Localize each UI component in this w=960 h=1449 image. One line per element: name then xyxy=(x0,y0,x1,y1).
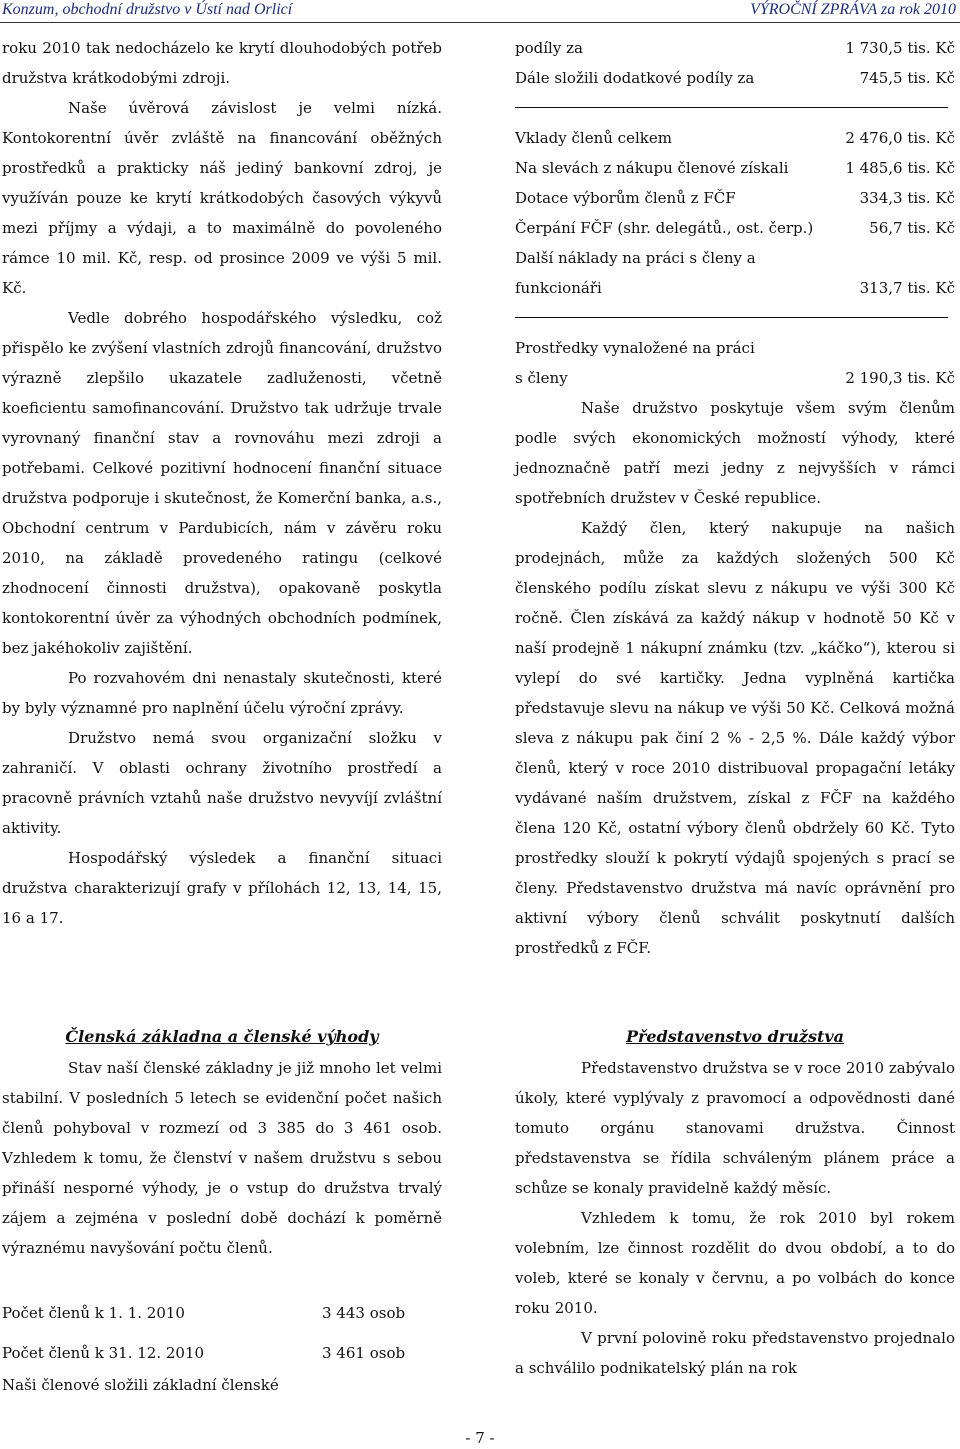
paragraph-benefits: Naše družstvo poskytuje všem svým členům podle svých ekonomických možností výhody, které jednoznačně patří mezi jedny z nejvyšších v rámci spotřebních družstev v České republice. xyxy=(515,399,955,507)
members-heading: Členská základna a členské výhody xyxy=(65,1027,379,1046)
member-count-value: 3 461 osob xyxy=(322,1344,406,1362)
paragraph-members: Stav naší členské základny je již mnoho let velmi stabilní. V posledních 5 letech se evidenční počet našich členů pohyboval v rozmezí od 3 385 do 3 461 osob. Vzhledem k tomu, že členství v našem družstvu s sebou přináší nesporné výhody, je o vstup do družstva trvalý zájem a zejména v poslední době dochází k poměrně výraznému navyšování počtu členů. xyxy=(2,1059,442,1257)
stat-row xyxy=(515,243,955,273)
stat-label: Čerpání FČF (shr. delegátů., ost. čerp.) xyxy=(515,219,814,237)
stat-value: 334,3 tis. Kč xyxy=(859,189,955,207)
members-section xyxy=(2,1021,442,1397)
stat-row xyxy=(515,123,955,153)
paragraph-funding: roku 2010 tak nedocházelo ke krytí dlouhodobých potřeb družstva krátkodobými zdroji. xyxy=(2,39,442,87)
left-column-top xyxy=(2,33,442,933)
spacer xyxy=(2,1263,442,1293)
paragraph-branch: Družstvo nemá svou organizační složku v zahraničí. V oblasti ochrany životního prostředí a pracovně právních vztahů naše družstvo nevyvíjí zvláštní aktivity. xyxy=(2,729,442,837)
stat-label: podíly za xyxy=(515,39,583,57)
stat-row xyxy=(515,273,955,303)
stat-value: 745,5 tis. Kč xyxy=(859,69,955,87)
paragraph-board-tasks: Představenstvo družstva se v roce 2010 zabývalo úkoly, které vyplývaly z pravomocí a odpovědnosti dané tomuto orgánu stanovami družstva. Činnost představenstva se řídila schváleným plánem práce a schůze se konaly pravidelně každý měsíc. xyxy=(515,1059,955,1197)
stat-row xyxy=(515,33,955,63)
stat-value: 2 476,0 tis. Kč xyxy=(845,129,955,147)
stat-label: Další náklady na práci s členy a xyxy=(515,249,756,267)
member-count-row xyxy=(2,1333,442,1373)
member-count-label: Počet členů k 31. 12. 2010 xyxy=(2,1344,205,1362)
paragraph-board-plan: V první polovině roku představenstvo projednalo a schválilo podnikatelský plán na rok xyxy=(515,1329,955,1377)
stat-value: 313,7 tis. Kč xyxy=(859,279,955,297)
stat-label: Dále složili dodatkové podíly za xyxy=(515,69,755,87)
paragraph-members-tail: Naši členové složili základní členské xyxy=(2,1376,279,1394)
board-section xyxy=(515,1021,955,1383)
paragraph-results: Vedle dobrého hospodářského výsledku, což přispělo ke zvýšení vlastních zdrojů financování, družstvo výrazně zlepšilo ukazatele zadluženosti, včetně koeficientu samofinancování. Družstvo tak udržuje trvale vyrovnaný finanční stav a rovnováhu mezi zdroji a potřebami. Celkové pozitivní hodnocení finanční situace družstva podporuje i skutečnost, že Komerční banka, a.s., Obchodní centrum v Pardubicích, nám v závěru roku 2010, na základě provedeného ratingu (celkové zhodnocení činnosti družstva), opakovaně poskytla kontokorentní úvěr za výhodných obchodních podmínek, bez jakéhokoliv zajištění. xyxy=(2,309,442,657)
stat-label: s členy xyxy=(515,369,568,387)
paragraph-charts: Hospodářský výsledek a finanční situaci družstva charakterizují grafy v přílohách 12, 13, 14, 15, 16 a 17. xyxy=(2,849,442,927)
member-count-value: 3 443 osob xyxy=(322,1304,406,1322)
page-header xyxy=(0,0,960,23)
member-count-row xyxy=(2,1293,442,1333)
stat-value: 2 190,3 tis. Kč xyxy=(845,369,955,387)
paragraph-board-election: Vzhledem k tomu, že rok 2010 byl rokem volebním, lze činnost rozdělit do dvou období, a to do voleb, které se konaly v červnu, a po volbách do konce roku 2010. xyxy=(515,1209,955,1317)
stat-value: 1 485,6 tis. Kč xyxy=(845,159,955,177)
stat-row xyxy=(515,153,955,183)
stat-row xyxy=(515,363,955,393)
header-company: Konzum, obchodní družstvo v Ústí nad Orlicí xyxy=(2,1,293,18)
stat-label: Prostředky vynaložené na práci xyxy=(515,339,755,357)
stat-value: 1 730,5 tis. Kč xyxy=(845,39,955,57)
member-count-label: Počet členů k 1. 1. 2010 xyxy=(2,1304,185,1322)
paragraph-discounts: Každý člen, který nakupuje na našich prodejnách, může za každých složených 500 Kč členského podílu získat slevu z nákupu ve výši 300 Kč ročně. Člen získává za každý nákup v hodnotě 50 Kč v naší prodejně 1 nákupní známku (tzv. „káčko“), kterou si vylepí do své kartičky. Jedna vyplněná kartička představuje slevu na nákup ve výši 50 Kč. Celková možná sleva z nákupu pak činí 2 % - 2,5 %. Dále každý výbor členů, který v roce 2010 distribuoval propagační letáky vydávané naším družstvem, získal z FČF na každého člena 120 Kč, ostatní výbory členů obdržely 60 Kč. Tyto prostředky slouží k pokrytí výdajů spojených s prací se členy. Představenstvo družstva má navíc oprávnění pro aktivní výbory členů schválit poskytnutí dalších prostředků z FČF. xyxy=(515,519,955,957)
header-report-title: VÝROČNÍ ZPRÁVA za rok 2010 xyxy=(750,1,956,18)
stat-row xyxy=(515,333,955,363)
stat-label: Dotace výborům členů z FČF xyxy=(515,189,736,207)
right-column-top xyxy=(515,33,955,963)
stat-label: Na slevách z nákupu členové získali xyxy=(515,159,789,177)
rule-divider xyxy=(515,107,948,108)
board-heading: Představenstvo družstva xyxy=(625,1027,845,1046)
stat-value: 56,7 tis. Kč xyxy=(869,219,955,237)
rule-divider xyxy=(515,317,948,318)
stat-label: Vklady členů celkem xyxy=(515,129,672,147)
paragraph-after-balance: Po rozvahovém dni nenastaly skutečnosti, které by byly významné pro naplnění účelu výroční zprávy. xyxy=(2,669,442,717)
stat-row xyxy=(515,63,955,93)
page-number: - 7 - xyxy=(465,1429,495,1447)
stat-row xyxy=(515,213,955,243)
stat-label: funkcionáři xyxy=(515,279,602,297)
stat-row xyxy=(515,183,955,213)
paragraph-credit: Naše úvěrová závislost je velmi nízká. Kontokorentní úvěr zvláště na financování oběžných prostředků a prakticky náš jediný bankovní zdroj, je využíván pouze ke krytí krátkodobých časových výkyvů mezi příjmy a výdaji, a to maximálně do povoleného rámce 10 mil. Kč, resp. od prosince 2009 ve výši 5 mil. Kč. xyxy=(2,99,442,297)
